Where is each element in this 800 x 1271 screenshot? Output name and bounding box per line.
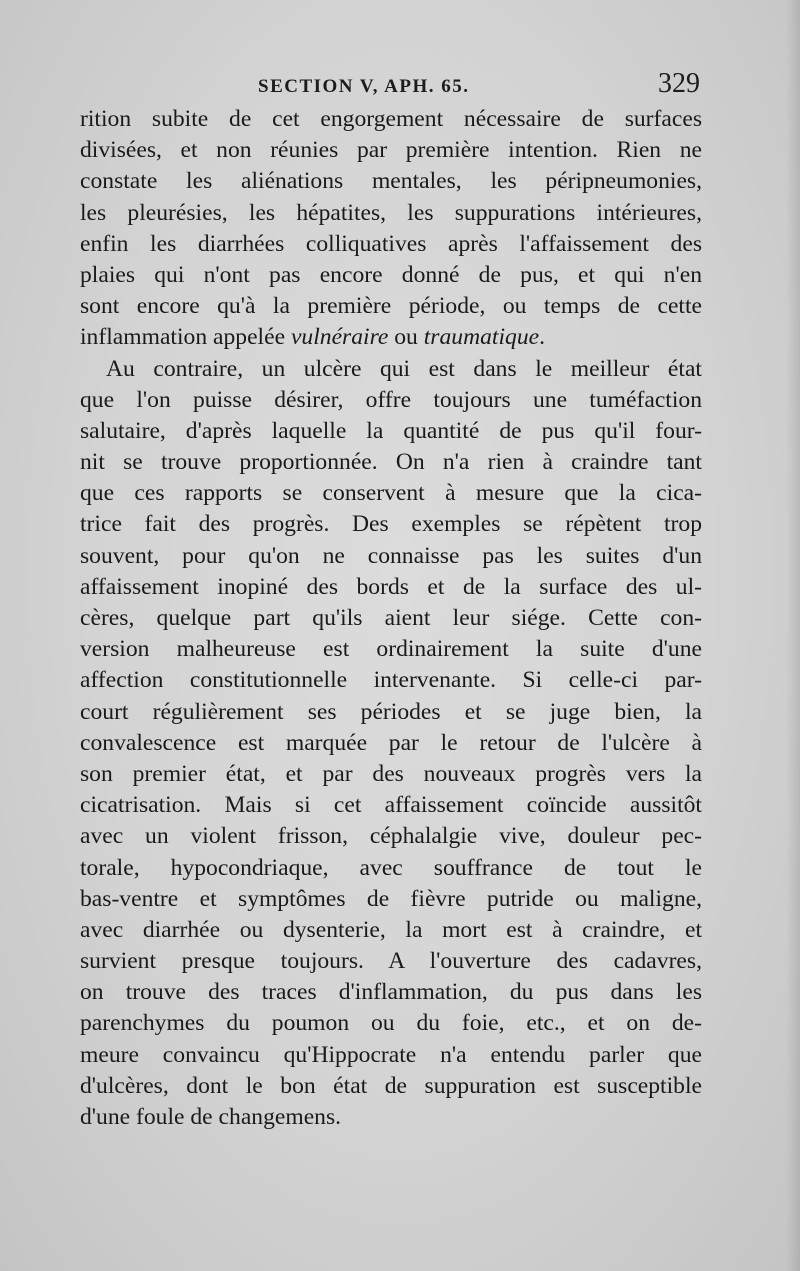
text-line: souvent, pour qu'on ne connaisse pas les suites d'un: [80, 542, 702, 569]
text-line: enfin les diarrhées colliquatives après l'affaissement des: [80, 230, 702, 257]
text-line: d'ulcères, dont le bon état de suppuration est susceptible: [80, 1072, 702, 1099]
text-line: survient presque toujours. A l'ouverture des cadavres,: [80, 948, 702, 975]
running-head: [80, 66, 700, 106]
text-line: avec un violent frisson, céphalalgie vive, douleur pec-: [80, 823, 702, 850]
italic-term: vulnéraire: [290, 324, 389, 351]
text-line: bas-ventre et symptômes de fièvre putride ou maligne,: [80, 885, 702, 912]
page-number: 329: [658, 68, 700, 99]
text-line: meure convaincu qu'Hippocrate n'a entendu parler que: [80, 1041, 702, 1068]
body-text: [80, 104, 702, 1133]
italic-term: traumatique: [423, 324, 540, 351]
text-line: torale, hypocondriaque, avec souffrance de tout le: [80, 854, 702, 881]
text-line: salutaire, d'après laquelle la quantité de pus qu'il four-: [80, 417, 702, 444]
text-line: affaissement inopiné des bords et de la surface des ul-: [80, 573, 702, 600]
text-line: version malheureuse est ordinairement la suite d'une: [80, 636, 702, 663]
text-line: cicatrisation. Mais si cet affaissement coïncide aussitôt: [80, 792, 702, 819]
text-line: rition subite de cet engorgement nécessaire de surfaces: [80, 106, 702, 132]
text-line: affection constitutionnelle intervenante. Si celle-ci par-: [80, 667, 702, 694]
paragraph-1: [80, 104, 702, 354]
page-edge-shadow: [786, 0, 800, 1271]
text-line: on trouve des traces d'inflammation, du pus dans les: [80, 979, 702, 1006]
text-line: divisées, et non réunies par première intention. Rien ne: [80, 137, 702, 164]
text-line: avec diarrhée ou dysenterie, la mort est à craindre, et: [80, 916, 702, 943]
text-line: son premier état, et par des nouveaux progrès vers la: [80, 760, 702, 787]
text-line: nit se trouve proportionnée. On n'a rien à craindre tant: [80, 449, 702, 476]
text-line: plaies qui n'ont pas encore donné de pus, et qui n'en: [80, 261, 702, 288]
text-line: court régulièrement ses périodes et se juge bien, la: [80, 698, 702, 725]
paragraph-2: [80, 354, 702, 1134]
section-heading: SECTION V, APH. 65.: [258, 76, 470, 97]
text-line: Au contraire, un ulcère qui est dans le meilleur état: [106, 355, 702, 382]
text-line: d'une foule de changemens.: [80, 1104, 342, 1130]
text-line: constate les aliénations mentales, les péripneumonies,: [80, 168, 702, 195]
text-line: parenchymes du poumon ou du foie, etc., et on de-: [80, 1010, 702, 1037]
text-line: inflammation appelée vulnéraire ou traumatique.: [80, 324, 545, 351]
text-line: convalescence est marquée par le retour de l'ulcère à: [80, 729, 702, 756]
text-line: trice fait des progrès. Des exemples se répètent trop: [80, 511, 702, 538]
text-line: cères, quelque part qu'ils aient leur siége. Cette con-: [80, 605, 702, 631]
text-line: sont encore qu'à la première période, ou temps de cette: [80, 293, 702, 320]
text-line: les pleurésies, les hépatites, les suppurations intérieures,: [80, 199, 702, 226]
text-line: que ces rapports se conservent à mesure que la cica-: [80, 480, 702, 507]
text-line: que l'on puisse désirer, offre toujours une tuméfaction: [80, 386, 702, 413]
